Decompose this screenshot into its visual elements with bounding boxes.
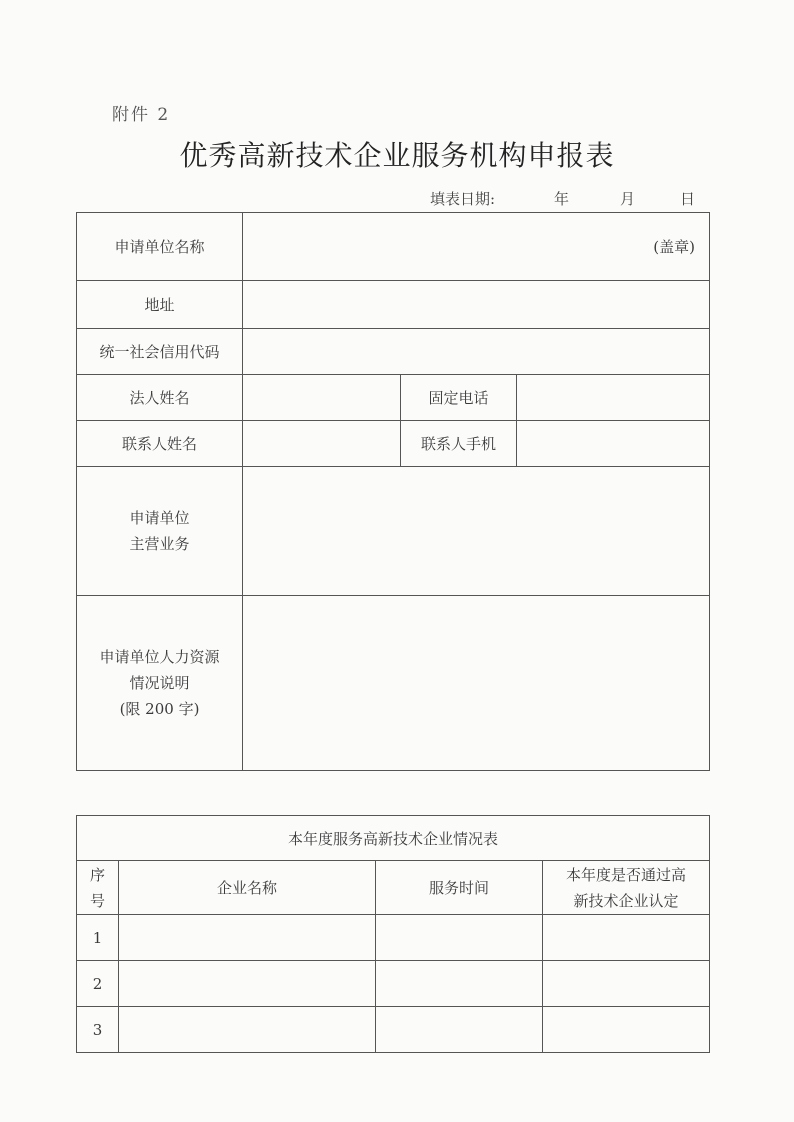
contact-mobile-field[interactable]	[517, 421, 710, 467]
row-number: 1	[77, 915, 119, 961]
certified-cell[interactable]	[543, 915, 710, 961]
certified-cell[interactable]	[543, 961, 710, 1007]
applicant-name-label: 申请单位名称	[77, 213, 243, 281]
service-time-cell[interactable]	[376, 915, 543, 961]
certified-header	[543, 861, 710, 915]
month-label: 月	[620, 190, 636, 208]
row-number: 2	[77, 961, 119, 1007]
seq-header-line: 号	[89, 891, 105, 910]
hr-label-line: 情况说明	[129, 674, 190, 692]
certified-cell[interactable]	[543, 1007, 710, 1053]
credit-code-label: 统一社会信用代码	[77, 329, 243, 375]
contact-name-field[interactable]	[243, 421, 401, 467]
main-business-field[interactable]	[243, 467, 710, 596]
service-time-cell[interactable]	[376, 1007, 543, 1053]
service-time-header: 服务时间	[376, 861, 543, 915]
contact-mobile-label: 联系人手机	[401, 421, 517, 467]
year-label: 年	[554, 190, 570, 208]
hr-label-line: (限 200 字)	[119, 700, 200, 718]
main-business-line: 主营业务	[129, 535, 190, 553]
table-row	[77, 1007, 710, 1053]
contact-name-label: 联系人姓名	[77, 421, 243, 467]
table-row	[77, 915, 710, 961]
fill-date-label: 填表日期:	[430, 190, 496, 208]
hr-label-line: 申请单位人力资源	[99, 648, 220, 666]
company-name-cell[interactable]	[119, 1007, 376, 1053]
section-title: 本年度服务高新技术企业情况表	[77, 816, 710, 861]
hr-description-label	[77, 596, 243, 771]
address-field[interactable]	[243, 281, 710, 329]
fill-date	[430, 188, 706, 209]
main-business-label	[77, 467, 243, 596]
legal-rep-label: 法人姓名	[77, 375, 243, 421]
applicant-name-field[interactable]	[243, 213, 710, 281]
stamp-note: (盖章)	[653, 238, 695, 256]
company-name-header: 企业名称	[119, 861, 376, 915]
application-form-table	[76, 212, 710, 771]
credit-code-field[interactable]	[243, 329, 710, 375]
certified-header-line: 新技术企业认定	[573, 891, 679, 910]
company-name-cell[interactable]	[119, 915, 376, 961]
legal-rep-field[interactable]	[243, 375, 401, 421]
day-label: 日	[680, 190, 696, 208]
main-business-line: 申请单位	[129, 509, 190, 527]
company-name-cell[interactable]	[119, 961, 376, 1007]
seq-header-line: 序	[89, 865, 105, 884]
address-label: 地址	[77, 281, 243, 329]
service-record-table	[76, 815, 710, 1053]
row-number: 3	[77, 1007, 119, 1053]
certified-header-line: 本年度是否通过高	[566, 865, 687, 884]
form-title: 优秀高新技术企业服务机构申报表	[179, 139, 615, 172]
landline-field[interactable]	[517, 375, 710, 421]
seq-header	[77, 861, 119, 915]
service-time-cell[interactable]	[376, 961, 543, 1007]
hr-description-field[interactable]	[243, 596, 710, 771]
attachment-label: 附件 2	[112, 105, 171, 125]
landline-label: 固定电话	[401, 375, 517, 421]
table-row	[77, 961, 710, 1007]
